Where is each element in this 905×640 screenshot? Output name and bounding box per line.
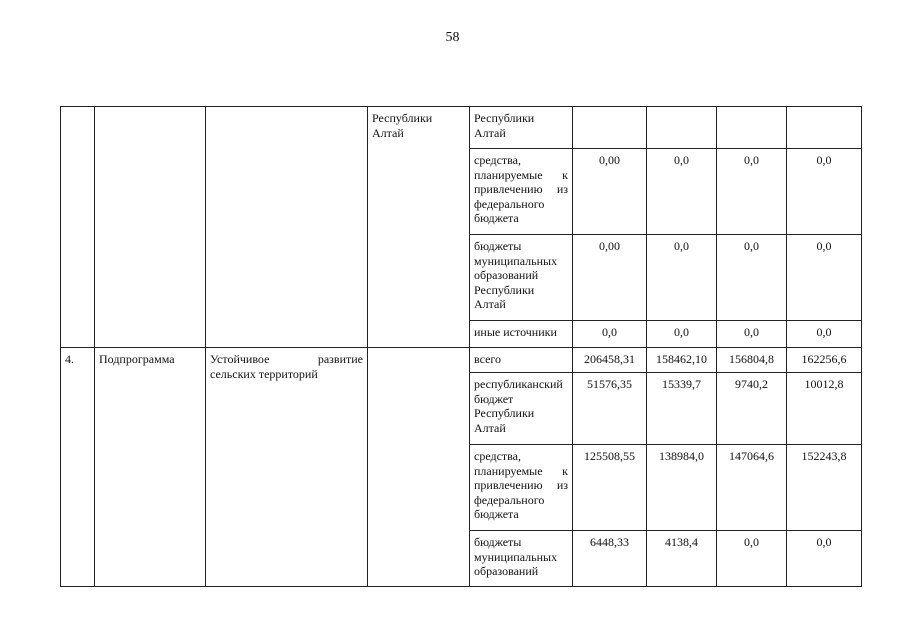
value-cell: 158462,10 (647, 348, 717, 373)
source-cell: средства, планируемые к привлечению из федерального бюджета (470, 149, 573, 235)
value-cell: 0,0 (717, 531, 787, 587)
row-type-cell: Подпрограмма (95, 348, 206, 587)
value-cell: 0,0 (647, 235, 717, 321)
value-cell: 6448,33 (573, 531, 647, 587)
source-cell: Республики Алтай (470, 107, 573, 149)
value-cell (573, 107, 647, 149)
source-cell: всего (470, 348, 573, 373)
value-cell: 10012,8 (787, 373, 862, 445)
page-number: 58 (445, 30, 460, 45)
value-cell: 0,00 (573, 149, 647, 235)
value-cell (787, 107, 862, 149)
budget-table (60, 106, 862, 587)
value-cell: 0,0 (647, 149, 717, 235)
value-cell: 206458,31 (573, 348, 647, 373)
row-number-cell: 4. (61, 348, 95, 587)
source-cell: средства, планируемые к привлечению из федерального бюджета (470, 445, 573, 531)
row-name-first-line: Устойчивое развитие (210, 352, 363, 366)
value-cell: 152243,8 (787, 445, 862, 531)
source-cell: республиканский бюджет Республики Алтай (470, 373, 573, 445)
table-row (61, 107, 862, 149)
value-cell: 0,0 (717, 235, 787, 321)
table-row (61, 348, 862, 373)
row-type-cell (95, 107, 206, 348)
executor-cell (368, 348, 470, 587)
value-cell: 125508,55 (573, 445, 647, 531)
source-cell: бюджеты муниципальных образований (470, 531, 573, 587)
value-cell: 0,00 (573, 235, 647, 321)
value-cell: 4138,4 (647, 531, 717, 587)
row-name-cell (206, 107, 368, 348)
value-cell: 162256,6 (787, 348, 862, 373)
value-cell: 0,0 (787, 235, 862, 321)
row-name-rest: сельских территорий (210, 366, 318, 381)
value-cell: 156804,8 (717, 348, 787, 373)
value-cell (647, 107, 717, 149)
value-cell: 0,0 (787, 149, 862, 235)
executor-cell: Республики Алтай (368, 107, 470, 348)
value-cell: 0,0 (647, 321, 717, 348)
row-number-cell (61, 107, 95, 348)
value-cell: 0,0 (787, 321, 862, 348)
row-name-cell (206, 348, 368, 587)
source-cell: бюджеты муниципальных образований Республики Алтай (470, 235, 573, 321)
value-cell: 0,0 (717, 149, 787, 235)
value-cell: 0,0 (787, 531, 862, 587)
value-cell: 0,0 (717, 321, 787, 348)
value-cell: 147064,6 (717, 445, 787, 531)
value-cell: 51576,35 (573, 373, 647, 445)
value-cell: 138984,0 (647, 445, 717, 531)
source-cell: иные источники (470, 321, 573, 348)
value-cell: 0,0 (573, 321, 647, 348)
value-cell (717, 107, 787, 149)
value-cell: 9740,2 (717, 373, 787, 445)
value-cell: 15339,7 (647, 373, 717, 445)
